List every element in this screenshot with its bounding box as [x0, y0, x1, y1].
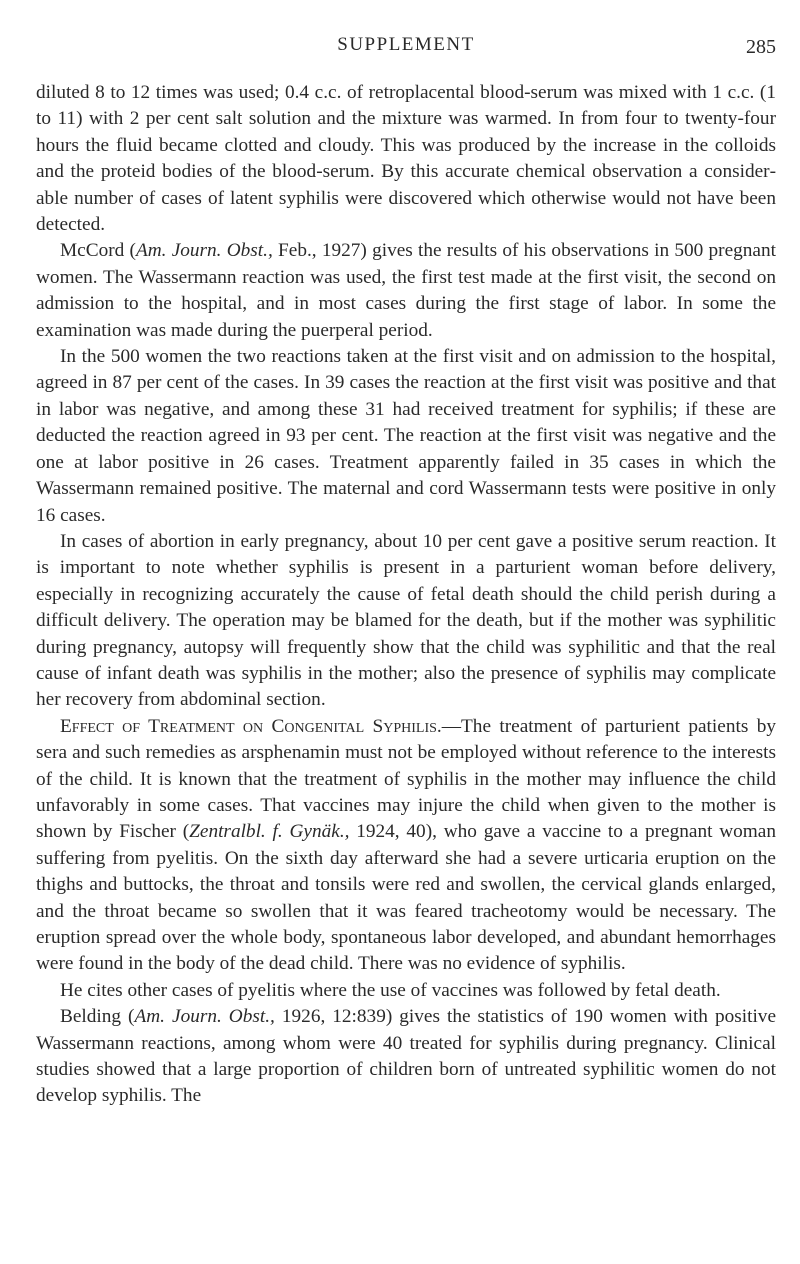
paragraph-text: 1924, 40), who gave a vaccine to a pregnant woman suffering from pyelitis. On the sixth day afterward she had a severe urticaria eruption on the thighs and buttocks, the throat and tonsils were red and swollen, the cervical glands enlarged, and the throat became so swollen that it was feared tracheotomy would be necessary. The eruption spread over the whole body, spontaneous labor developed, and abundant hemorrhages were found in the body of the dead child. There was no evidence of syphilis.	[36, 821, 776, 975]
paragraph-1	[36, 80, 776, 238]
paragraph-5	[36, 714, 776, 978]
citation: Am. Journ. Obst.,	[135, 240, 273, 262]
paragraph-text: McCord (	[60, 240, 136, 262]
paragraph-3	[36, 344, 776, 529]
citation: Zentralbl. f. Gynäk.,	[189, 821, 350, 843]
paragraph-7	[36, 1004, 776, 1110]
paragraph-text: Belding (	[60, 1006, 135, 1028]
paragraph-text: Feb., 1927) gives the results of his observations in 500 pregnant women. The Wassermann reaction was used, the first test made at the first visit, the second on admission to the hospital, and in most cases during the first stage of labor. In some the examination was made during the puerperal period.	[36, 240, 776, 341]
body-text	[36, 80, 776, 1110]
paragraph-text: He cites other cases of pyelitis where the use of vaccines was followed by fetal death.	[60, 979, 721, 1001]
paragraph-2	[36, 238, 776, 344]
paragraph-text: In cases of abortion in early pregnancy, about 10 per cent gave a positive serum reaction. It is important to note whether syphilis is present in a parturient woman before delivery, especially in recognizing accurately the cause of fetal death should the child perish during a difficult delivery. The operation may be blamed for the death, but if the mother was syphilitic during pregnancy, autopsy will frequently show that the child was syphilitic and that the real cause of infant death was syphilis in the mother; also the presence of syphilis may complicate her recovery from abdominal section.	[36, 530, 776, 711]
paragraph-text: diluted 8 to 12 times was used; 0.4 c.c. of retroplacental blood-serum was mixed with 1 c.c. (1 to 11) with 2 per cent salt solution and the mixture was warmed. In from four to twenty-four hours the fluid became clotted and cloudy. This was produced by the increase in the colloids and the proteid bodies of the blood-serum. By this accurate chemical observation a considerable number of cases of latent syphilis were discovered which otherwise would not have been detected.	[36, 82, 776, 236]
paragraph-4	[36, 529, 776, 714]
paragraph-6	[36, 978, 776, 1004]
paragraph-text: In the 500 women the two reactions taken at the first visit and on admission to the hospital, agreed in 87 per cent of the cases. In 39 cases the reaction at the first visit was positive and that in labor was negative, and among these 31 had received treatment for syphilis; if these are deducted the reaction agreed in 93 per cent. The reaction at the first visit was negative and the one at labor positive in 26 cases. Treatment apparently failed in 35 cases in which the Wassermann remained positive. The maternal and cord Wassermann tests were positive in only 16 cases.	[36, 346, 776, 526]
page-header	[36, 0, 776, 60]
page-number: 285	[746, 36, 776, 58]
section-heading: Effect of Treatment on Congenital Syphilis.	[60, 715, 442, 737]
paragraph-text: 1926, 12:839) gives the statistics of 190 women with positive Wassermann reactions, among whom were 40 treated for syphilis during pregnancy. Clinical studies showed that a large proportion of children born of untreated syphilitic women do not develop syphilis. The	[36, 1006, 777, 1107]
running-head: SUPPLEMENT	[337, 34, 475, 55]
paragraph-text: —The treatment of parturient patients by sera and such remedies as arsphenamin must not be employed without reference to the interests of the child. It is known that the treatment of syphilis in the mother may influence the child unfavorably in some cases. That vaccines may injure the child when given to the mother is shown by Fischer (	[36, 715, 776, 843]
citation: Am. Journ. Obst.,	[134, 1006, 275, 1028]
book-page	[36, 0, 776, 1110]
